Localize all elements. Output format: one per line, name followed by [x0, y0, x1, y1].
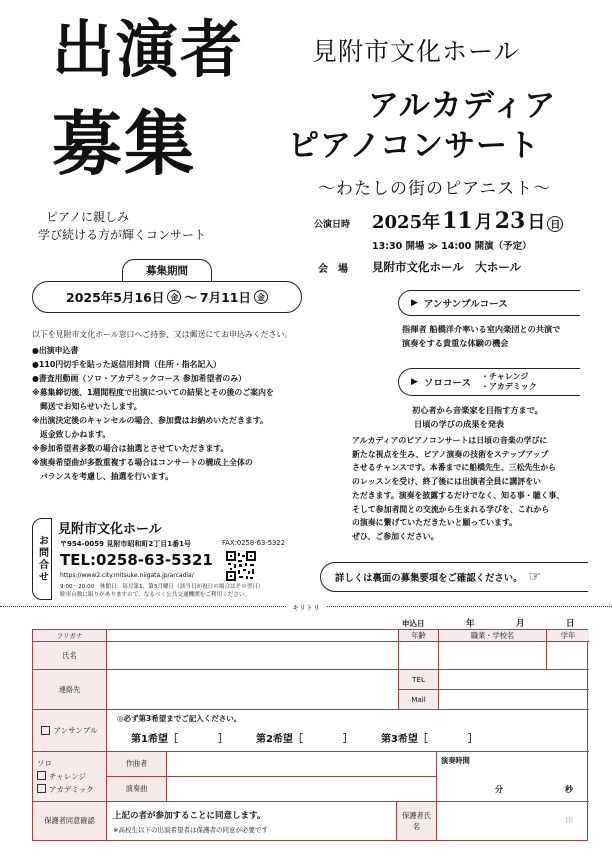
furigana-field[interactable] — [107, 630, 399, 642]
contact-side-label: お問合せ — [32, 518, 52, 600]
contact-name: 見附市文化ホール — [58, 522, 162, 537]
body-line: のレッスンを受け、終了後には出演者全員に講評をい — [352, 477, 541, 487]
contact-tel: TEL:0258-63-5321 — [60, 551, 213, 569]
challenge-option[interactable] — [37, 770, 86, 783]
recruit-period — [32, 281, 302, 313]
instruction-item: ●110円切手を貼った返信用封筒（住所・指名記入） — [32, 360, 222, 369]
address-field[interactable] — [107, 670, 399, 710]
mail-field[interactable] — [439, 690, 589, 710]
instruction-note: ※出演決定後のキャンセルの場合、参加費はお納めいただきます。 — [32, 416, 268, 425]
tagline-line1: ピアノに親しみ — [46, 210, 130, 224]
apply-year: 年 — [466, 619, 475, 629]
academic-option[interactable] — [37, 783, 94, 796]
subtitle: 〜わたしの街のピアニスト〜 — [318, 179, 552, 199]
body-line: 新たな視点を生み、ピアノ演奏の技術をステップアップ — [352, 449, 549, 459]
instructions — [32, 328, 332, 484]
instruction-note: ※演奏希望曲が多数重複する場合はコンサートの構成上全体の — [32, 458, 253, 467]
guardian-note: ※高校生以下の出演希望者は保護者の同意が必要です — [113, 825, 268, 834]
piece-label: 演奏曲 — [107, 777, 167, 802]
academic-label: アカデミック — [49, 785, 94, 794]
age-field[interactable] — [399, 642, 439, 670]
solo-sub-2: ・アカデミック — [480, 382, 537, 391]
body-line: ただきます。演奏を披露するだけでなく、知る事・聴く事、 — [352, 490, 565, 500]
recruit-end-weekday: 金 — [254, 290, 268, 304]
piece-field[interactable] — [167, 777, 437, 802]
solo-label: ソロ — [37, 759, 52, 768]
solo-sub-1: ・チャレンジ — [480, 372, 529, 381]
seconds-unit: 秒 — [565, 785, 573, 794]
perf-day: 23 — [494, 208, 526, 234]
minutes-unit: 分 — [495, 785, 503, 794]
solo-subtypes — [481, 372, 537, 392]
recruit-start: 2025年5月16日 — [66, 290, 165, 305]
perf-year: 2025年 — [372, 212, 441, 233]
body-line: アルカディアのピアノコンサートは日頃の音楽の学びに — [352, 436, 548, 445]
qr-code[interactable] — [226, 551, 256, 581]
furigana-label: フリガナ — [33, 630, 107, 642]
contact-url[interactable]: https://www2.city.mitsuke.niigata.jp/arcadia/ — [60, 572, 194, 579]
instruction-note: ※参加希望者多数の場合は抽選とさせていただきます。 — [32, 444, 229, 453]
ensemble-checkbox[interactable] — [41, 726, 50, 735]
tagline-line2: 学び続ける方が輝くコンサート — [38, 228, 207, 242]
contact-hours — [60, 583, 330, 599]
body-line: の演奏に繋げていただきたいと願っています。 — [352, 518, 518, 528]
triangle-right-icon: ▶ — [411, 377, 418, 387]
ensemble-label: アンサンブル — [53, 726, 98, 735]
more-info-text: 詳しくは裏面の募集要項をご確認ください。 — [335, 573, 523, 584]
contact-hours-2: 駐車台数に限りがありますので、なるべく公共交通機関をご利用ください。 — [60, 592, 251, 598]
age-label: 年齢 — [399, 630, 439, 642]
apply-date-label: 申込日 — [402, 619, 425, 628]
contact-label: 連絡先 — [33, 670, 107, 710]
ensemble-desc-1: 指揮者 船橋洋介率いる室内楽団との共演で — [402, 324, 561, 334]
triangle-right-icon: ▶ — [411, 298, 418, 308]
body-text — [352, 434, 588, 544]
instruction-item: ●書査用動画（ソロ・アカデミックコース 参加希望者のみ） — [32, 374, 247, 383]
tagline — [38, 208, 206, 244]
tel-label: TEL — [399, 670, 439, 690]
guardian-label: 保護者同意確認 — [33, 802, 107, 840]
academic-checkbox[interactable] — [37, 784, 46, 793]
composer-label: 作曲者 — [107, 752, 167, 777]
solo-options — [33, 752, 107, 802]
guardian-name-field[interactable] — [437, 802, 589, 840]
contact-address: 〒954-0059 見附市昭和町2丁目1番1号 — [60, 540, 192, 548]
recruit-label: 募集期間 — [122, 259, 212, 281]
ensemble-note: ◎必ず第3希望までご記入ください。 — [117, 714, 242, 723]
venue-value: 見附市文化ホール 大ホール — [372, 260, 522, 274]
title-line2: 募集 — [52, 103, 196, 185]
occupation-field[interactable] — [439, 642, 547, 670]
ensemble-choices — [107, 710, 589, 752]
application-form — [32, 629, 588, 841]
grade-field[interactable] — [547, 642, 589, 670]
apply-day: 日 — [566, 619, 575, 629]
name-label: 氏名 — [33, 642, 107, 670]
pointing-hand-icon: ☞ — [528, 569, 542, 585]
challenge-label: チャレンジ — [49, 772, 86, 781]
guardian-text: 上記の者が参加することに同意します。 — [113, 810, 266, 821]
body-line: させるチャンスです。本番までに船橋先生、三松先生から — [352, 463, 557, 473]
ensemble-option[interactable] — [33, 710, 107, 752]
mail-label: Mail — [399, 690, 439, 710]
body-line: ぜひ、ご参加ください。 — [352, 531, 439, 541]
name-field[interactable] — [107, 642, 399, 670]
contact-fax: FAX:0258-63-5322 — [222, 539, 286, 547]
choice-2[interactable]: 第2希望［ ］ — [255, 734, 353, 745]
perf-day-unit: 日 — [527, 212, 546, 233]
perf-month-unit: 月 — [474, 212, 493, 233]
cut-line-label: キリトリ — [286, 603, 326, 613]
ensemble-course-heading — [398, 290, 580, 316]
apply-month: 月 — [516, 619, 525, 629]
solo-desc — [412, 403, 543, 431]
contact-hours-1: 9:00〜20:00 休館日：毎月第1、第3月曜日（該当日が祝日の場合はその翌日） — [60, 584, 264, 590]
ensemble-desc-2: 演奏をする貴重な体験の機会 — [402, 338, 509, 348]
recruit-end: 7月11日 — [199, 290, 251, 305]
recruit-sep: 〜 — [184, 290, 197, 305]
perf-weekday: 日 — [547, 216, 563, 232]
instruction-item: ●出演申込書 — [32, 346, 79, 355]
date-label: 公演日時 — [314, 220, 351, 230]
seal-mark: 印 — [565, 816, 573, 825]
instruction-note: ※募集締切後、1週間程度で出演についての結果とその後のご案内を — [32, 388, 274, 397]
venue-title: 見附市文化ホール — [312, 37, 520, 66]
ensemble-title: アンサンブルコース — [423, 299, 508, 310]
body-line: そして参加者間との交流から生まれる学びを、これから — [352, 504, 550, 514]
recruit-start-weekday: 金 — [167, 290, 181, 304]
solo-desc-1: 初心者から音楽家を目指す方まで。 — [412, 405, 543, 415]
instruction-note: 返金致しかねます。 — [32, 430, 111, 439]
choice-row — [131, 730, 478, 745]
duration-label: 演奏時間 — [441, 756, 470, 765]
choice-1[interactable]: 第1希望［ ］ — [131, 734, 228, 745]
perf-month: 11 — [442, 208, 473, 234]
event-title-2: ピアノコンサート — [288, 128, 540, 164]
event-title-1: アルカディア — [368, 88, 557, 124]
choice-3[interactable]: 第3希望［ ］ — [380, 734, 478, 745]
venue-label: 会 場 — [318, 264, 348, 275]
solo-desc-2: 日頃の学びの成果を発表 — [414, 419, 505, 429]
grade-label: 学年 — [547, 630, 589, 642]
instruction-note: バランスを考慮し、抽選を行います。 — [32, 472, 174, 481]
guardian-consent — [107, 802, 397, 840]
more-info-banner — [320, 562, 588, 592]
instruction-note: 郵送でお知らせいたします。 — [32, 402, 142, 411]
instructions-intro: 以下を見附市文化ホール窓口へご持参、又は郵送にてお申込みください。 — [32, 330, 293, 339]
guardian-name-label: 保護者氏名 — [397, 802, 437, 840]
tel-field[interactable] — [439, 670, 589, 690]
occupation-label: 職業・学校名 — [439, 630, 547, 642]
composer-field[interactable] — [167, 752, 437, 777]
solo-title: ソロコース — [423, 378, 471, 389]
challenge-checkbox[interactable] — [37, 771, 46, 780]
perf-time: 13:30 開場 ≫ 14:00 開演（予定） — [372, 241, 532, 252]
title-line1: 出演者 — [52, 13, 245, 86]
solo-course-heading — [398, 368, 580, 396]
performance-date — [372, 208, 563, 234]
ensemble-desc — [402, 322, 560, 350]
